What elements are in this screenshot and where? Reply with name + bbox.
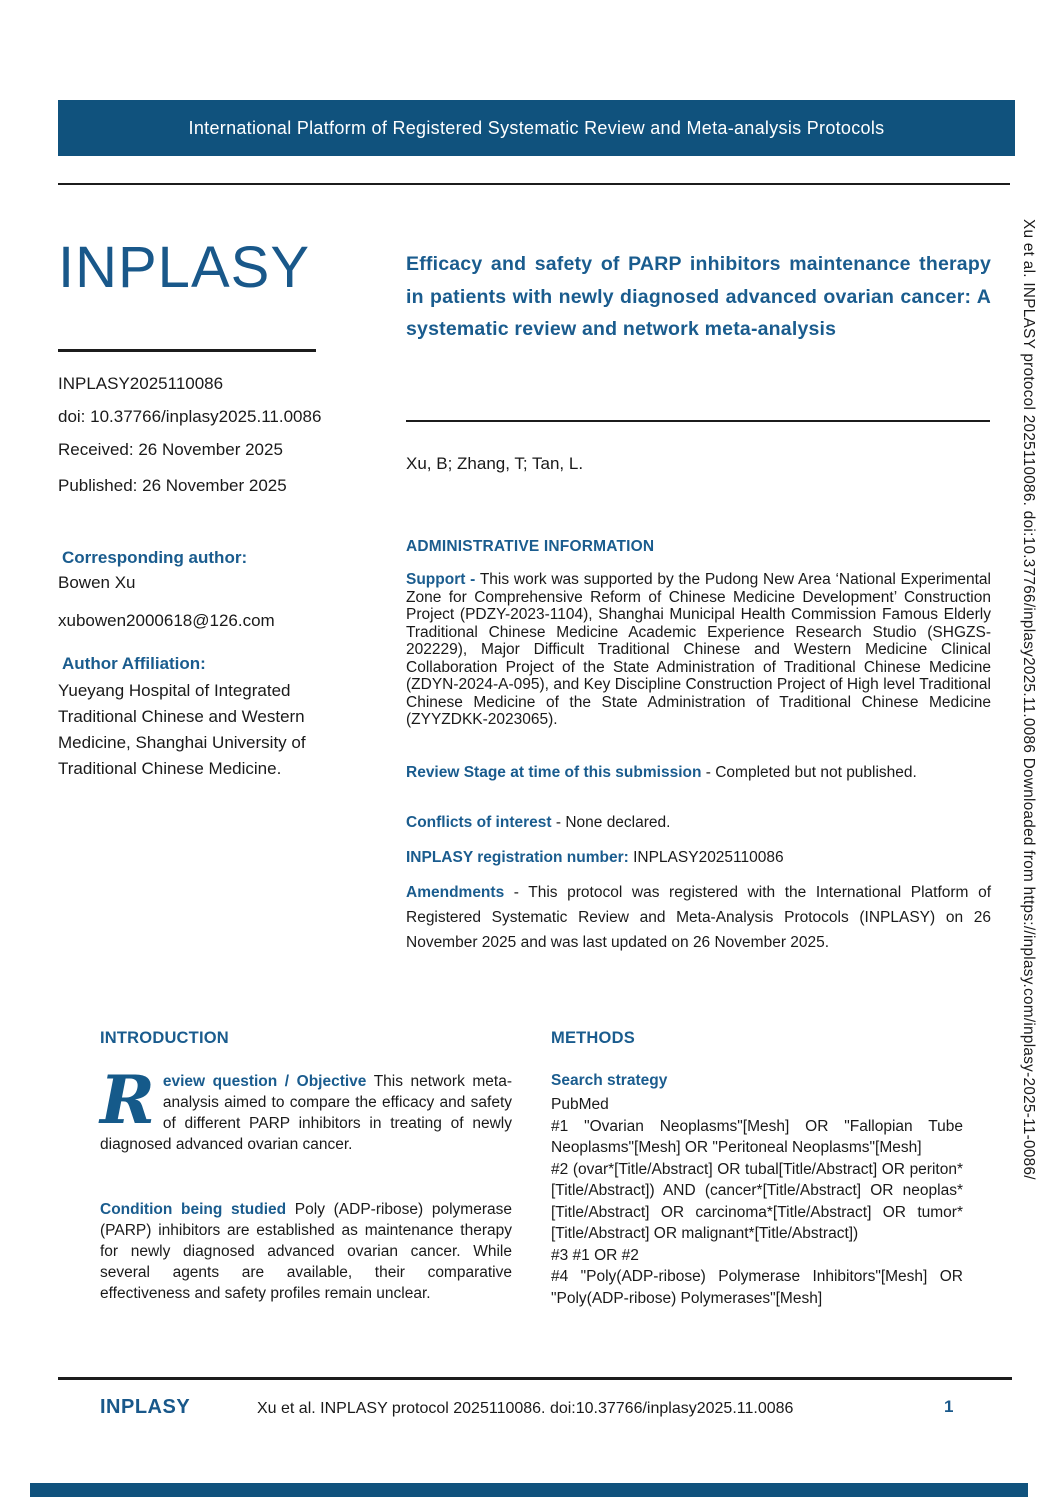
platform-banner <box>58 100 1015 156</box>
support-label: Support - <box>406 571 476 588</box>
amendments-paragraph <box>406 880 991 955</box>
amendments-label: Amendments <box>406 884 505 901</box>
dropcap-r: R <box>100 1061 155 1139</box>
affiliation-text: Yueyang Hospital of Integrated Traditional Chinese and Western Medicine, Shanghai University of Traditional Chinese Medicine. <box>58 681 306 778</box>
search-line-pubmed: PubMed <box>551 1096 609 1113</box>
conflicts-paragraph <box>406 813 991 833</box>
vertical-citation: Xu et al. INPLASY protocol 2025110086. doi:10.37766/inplasy2025.11.0086 Downloaded from https://inplasy.com/inplasy-2025-11-0086/ <box>1020 219 1037 1180</box>
search-strategy-block <box>551 1094 963 1309</box>
search-line-4: #4 "Poly(ADP-ribose) Polymerase Inhibitors"[Mesh] OR "Poly(ADP-ribose) Polymerases"[Mesh] <box>551 1268 963 1307</box>
registration-id: INPLASY2025110086 <box>58 374 224 393</box>
corresponding-author-email: xubowen2000618@126.com <box>58 611 275 630</box>
review-question-text: This network meta-analysis aimed to compare the efficacy and safety of different PARP inhibitors in treating of newly diagnosed advanced ovarian cancer. <box>100 1073 512 1153</box>
conflicts-text: - None declared. <box>555 814 671 831</box>
doi-line: doi: 10.37766/inplasy2025.11.0086 <box>58 407 322 426</box>
search-line-2: #2 (ovar*[Title/Abstract] OR tubal[Title/Abstract] OR periton*[Title/Abstract]) AND (cancer*[Title/Abstract] OR neoplas*[Title/Abstract] OR carcinoma*[Title/Abstract] OR tumor*[Title/Abstract] OR malignant*[Title/Abstract]) <box>551 1160 963 1242</box>
footer-citation: Xu et al. INPLASY protocol 2025110086. doi:10.37766/inplasy2025.11.0086 <box>257 1400 794 1417</box>
registration-number-paragraph <box>406 848 991 868</box>
review-question-label: eview question / Objective <box>162 1073 367 1090</box>
article-title: Efficacy and safety of PARP inhibitors maintenance therapy in patients with newly diagnosed advanced ovarian cancer: A systematic review and network meta-analysis <box>406 253 991 340</box>
corresponding-author-heading: Corresponding author: <box>62 548 248 567</box>
platform-banner-text: International Platform of Registered Systematic Review and Meta-analysis Protocols <box>188 117 885 138</box>
review-stage-text: - Completed but not published. <box>705 764 917 781</box>
introduction-heading: INTRODUCTION <box>100 1029 229 1047</box>
received-date: Received: 26 November 2025 <box>58 440 283 459</box>
registration-number-value: INPLASY2025110086 <box>633 849 784 866</box>
published-date: Published: 26 November 2025 <box>58 476 287 495</box>
registration-number-label: INPLASY registration number: <box>406 849 629 866</box>
support-paragraph <box>406 571 991 729</box>
title-divider <box>406 420 990 422</box>
search-strategy-heading: Search strategy <box>551 1072 668 1089</box>
page-number: 1 <box>944 1397 954 1416</box>
author-list: Xu, B; Zhang, T; Tan, L. <box>406 454 584 473</box>
condition-studied-paragraph <box>100 1199 512 1304</box>
review-stage-label: Review Stage at time of this submission <box>406 764 702 781</box>
conflicts-label: Conflicts of interest <box>406 814 552 831</box>
support-text: This work was supported by the Pudong New Area ‘National Experimental Zone for Comprehensive Reform of Chinese Medicine Development’ Construction Project (PDZY-2023-1104), Shanghai Municipal Health Commission Famous Elderly Traditional Chinese Medicine Academic Experience Research Studio (SHGZS-202229), Major Difficult Traditional Chinese and Western Medicine Clinical Collaboration Project of the State Administration of Traditional Chinese Medicine (ZDYN-2024-A-095), and Key Discipline Construction Project of High level Traditional Chinese Medicine of the State Administration of Traditional Chinese Medicine (ZYYZDKK-2023065). <box>406 571 991 728</box>
review-stage-paragraph <box>406 763 954 783</box>
methods-heading: METHODS <box>551 1029 635 1047</box>
footer-inplasy-logo: INPLASY <box>100 1396 191 1418</box>
top-divider <box>58 183 1010 185</box>
search-line-1: #1 "Ovarian Neoplasms"[Mesh] OR "Fallopian Tube Neoplasms"[Mesh] OR "Peritoneal Neoplasms"[Mesh] <box>551 1117 963 1156</box>
condition-studied-text: Poly (ADP-ribose) polymerase (PARP) inhibitors are established as maintenance therapy for newly diagnosed advanced ovarian cancer. While several agents are available, their comparative effectiveness and safety profiles remain unclear. <box>100 1201 512 1302</box>
amendments-text: - This protocol was registered with the International Platform of Registered Systematic Review and Meta-Analysis Protocols (INPLASY) on 26 November 2025 and was last updated on 26 November 2025. <box>406 884 991 951</box>
corresponding-author-name: Bowen Xu <box>58 573 136 592</box>
inplasy-logo: INPLASY <box>58 235 310 300</box>
footer-divider <box>58 1377 1012 1380</box>
review-question-paragraph <box>100 1061 512 1155</box>
condition-studied-label: Condition being studied <box>100 1201 287 1218</box>
administrative-information-heading: ADMINISTRATIVE INFORMATION <box>406 538 655 555</box>
logo-divider <box>58 349 316 352</box>
search-line-3: #3 #1 OR #2 <box>551 1246 639 1264</box>
affiliation-heading: Author Affiliation: <box>62 654 206 673</box>
bottom-blue-bar <box>30 1483 1028 1497</box>
